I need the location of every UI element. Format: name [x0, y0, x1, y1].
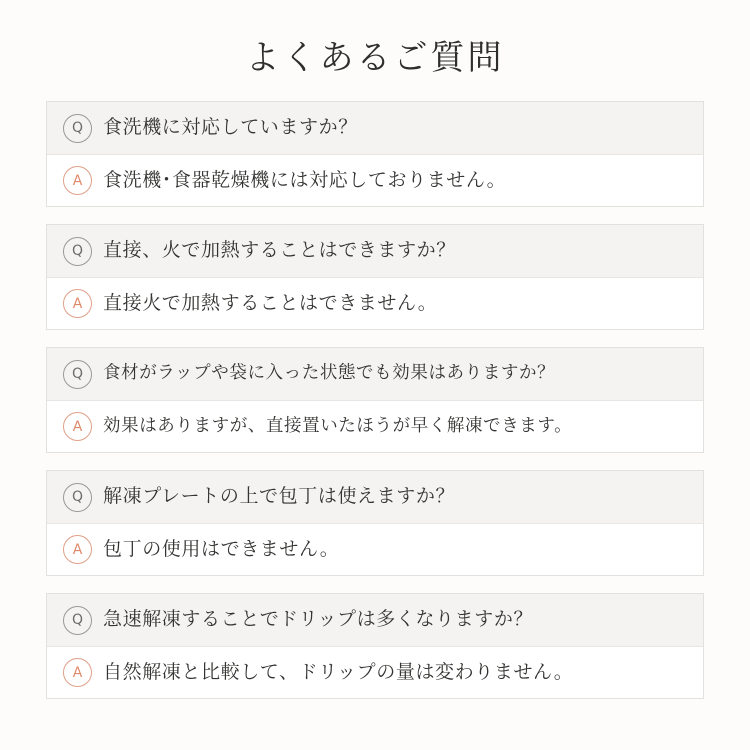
question-marker-icon: Q	[63, 237, 92, 266]
question-marker-icon: Q	[63, 114, 92, 143]
answer-marker-icon: A	[63, 658, 92, 687]
faq-list	[46, 101, 704, 699]
faq-answer-text: 効果はありますが、直接置いたほうが早く解凍できます。	[103, 415, 573, 436]
answer-marker-icon: A	[63, 412, 92, 441]
question-marker-icon: Q	[63, 360, 92, 389]
answer-marker-icon: A	[63, 289, 92, 318]
faq-question-text: 急速解凍することでドリップは多くなりますか？	[103, 608, 534, 631]
faq-answer-row	[47, 523, 703, 575]
faq-answer-text: 食洗機･食器乾燥機には対応しておりません。	[103, 168, 507, 191]
faq-answer-row	[47, 154, 703, 206]
faq-answer-text: 包丁の使用はできません。	[103, 537, 340, 560]
faq-question-row[interactable]	[47, 594, 703, 646]
faq-item	[46, 593, 704, 699]
faq-item	[46, 224, 704, 330]
faq-question-text: 食洗機に対応していますか？	[103, 116, 358, 139]
faq-item	[46, 347, 704, 453]
faq-answer-row	[47, 277, 703, 329]
faq-answer-text: 直接火で加熱することはできません。	[103, 291, 438, 314]
question-marker-icon: Q	[63, 606, 92, 635]
faq-answer-row	[47, 400, 703, 452]
page-title: よくあるご質問	[245, 38, 505, 78]
question-marker-icon: Q	[63, 483, 92, 512]
faq-question-row[interactable]	[47, 225, 703, 277]
answer-marker-icon: A	[63, 535, 92, 564]
faq-question-text: 直接、火で加熱することはできますか？	[103, 239, 456, 262]
answer-marker-icon: A	[63, 166, 92, 195]
faq-item	[46, 470, 704, 576]
faq-answer-text: 自然解凍と比較して、ドリップの量は変わりません。	[103, 660, 574, 683]
faq-answer-row	[47, 646, 703, 698]
faq-question-row[interactable]	[47, 102, 703, 154]
faq-question-row[interactable]	[47, 348, 703, 400]
faq-question-row[interactable]	[47, 471, 703, 523]
faq-question-text: 食材がラップや袋に入った状態でも効果はありますか？	[103, 363, 556, 384]
faq-question-text: 解凍プレートの上で包丁は使えますか？	[103, 485, 456, 508]
faq-item	[46, 101, 704, 207]
